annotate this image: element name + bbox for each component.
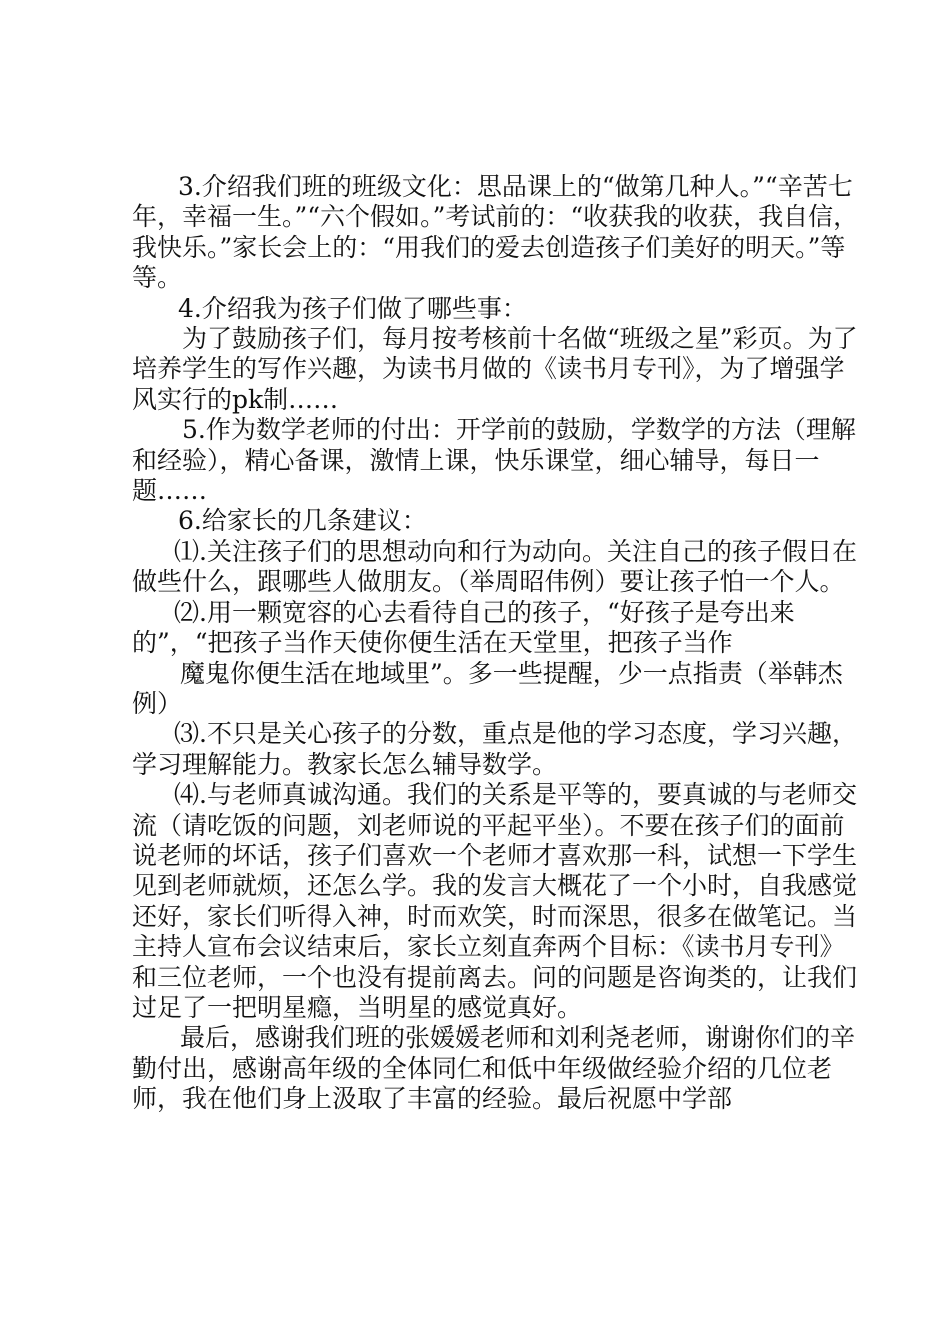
paragraph-heading-suggestions: 6.给家长的几条建议： [178,506,427,536]
paragraph-heading-what-i-did: 4.介绍我为孩子们做了哪些事： [178,293,527,323]
paragraph-closing-thanks: 最后，感谢我们班的张媛媛老师和刘利尧老师，谢谢你们的辛勤付出，感谢高年级的全体同仁和低中年级做经验介绍的几位老师，我在他们身上汲取了丰富的经验。最后祝愿中学部 [132,1023,856,1114]
paragraph-math-teacher: 5.作为数学老师的付出：开学前的鼓励，学数学的方法（理解和经验），精心备课，激情上课，快乐课堂，细心辅导，每日一题…… [132,415,856,506]
paragraph-class-culture: 3.介绍我们班的班级文化：思品课上的“做第几种人。”“辛苦七年，幸福一生。”“六个假如。”考试前的：“收获我的收获，我自信，我快乐。”家长会上的：“用我们的爱去创造孩子们美好的明天。”等等。 [132,172,859,293]
paragraph-suggestion-2: ⑵.用一颗宽容的心去看待自己的孩子，“好孩子是夸出来的”，“把孩子当作天使你便生活在天堂里，把孩子当作 [132,597,795,658]
document-body [132,172,862,1115]
paragraph-encourage-children: 为了鼓励孩子们，每月按考核前十名做“班级之星”彩页。为了培养学生的写作兴趣，为读书月做的《读书月专刊》，为了增强学风实行的pk制…… [132,324,858,414]
paragraph-suggestion-3: ⑶.不只是关心孩子的分数，重点是他的学习态度，学习兴趣，学习理解能力。教家长怎么辅导数学。 [132,719,857,779]
paragraph-suggestion-1: ⑴.关注孩子们的思想动向和行为动向。关注自己的孩子假日在做些什么，跟哪些人做朋友。（举周昭伟例）要让孩子怕一个人。 [132,536,857,597]
paragraph-suggestion-4: ⑷.与老师真诚沟通。我们的关系是平等的，要真诚的与老师交流（请吃饭的问题，刘老师说的平起平坐）。不要在孩子们的面前说老师的坏话，孩子们喜欢一个老师才喜欢那一科，试想一下学生见到老师就烦，还怎么学。我的发言大概花了一个小时，自我感觉还好，家长们听得入神，时而欢笑，时而深思，很多在做笔记。当主持人宣布会议结束后，家长立刻直奔两个目标：《读书月专刊》和三位老师，一个也没有提前离去。问的问题是咨询类的，让我们过足了一把明星瘾，当明星的感觉真好。 [132,780,858,1022]
paragraph-suggestion-2-continued: 魔鬼你便生活在地域里”。多一些提醒，少一点指责（举韩杰例） [132,658,843,718]
